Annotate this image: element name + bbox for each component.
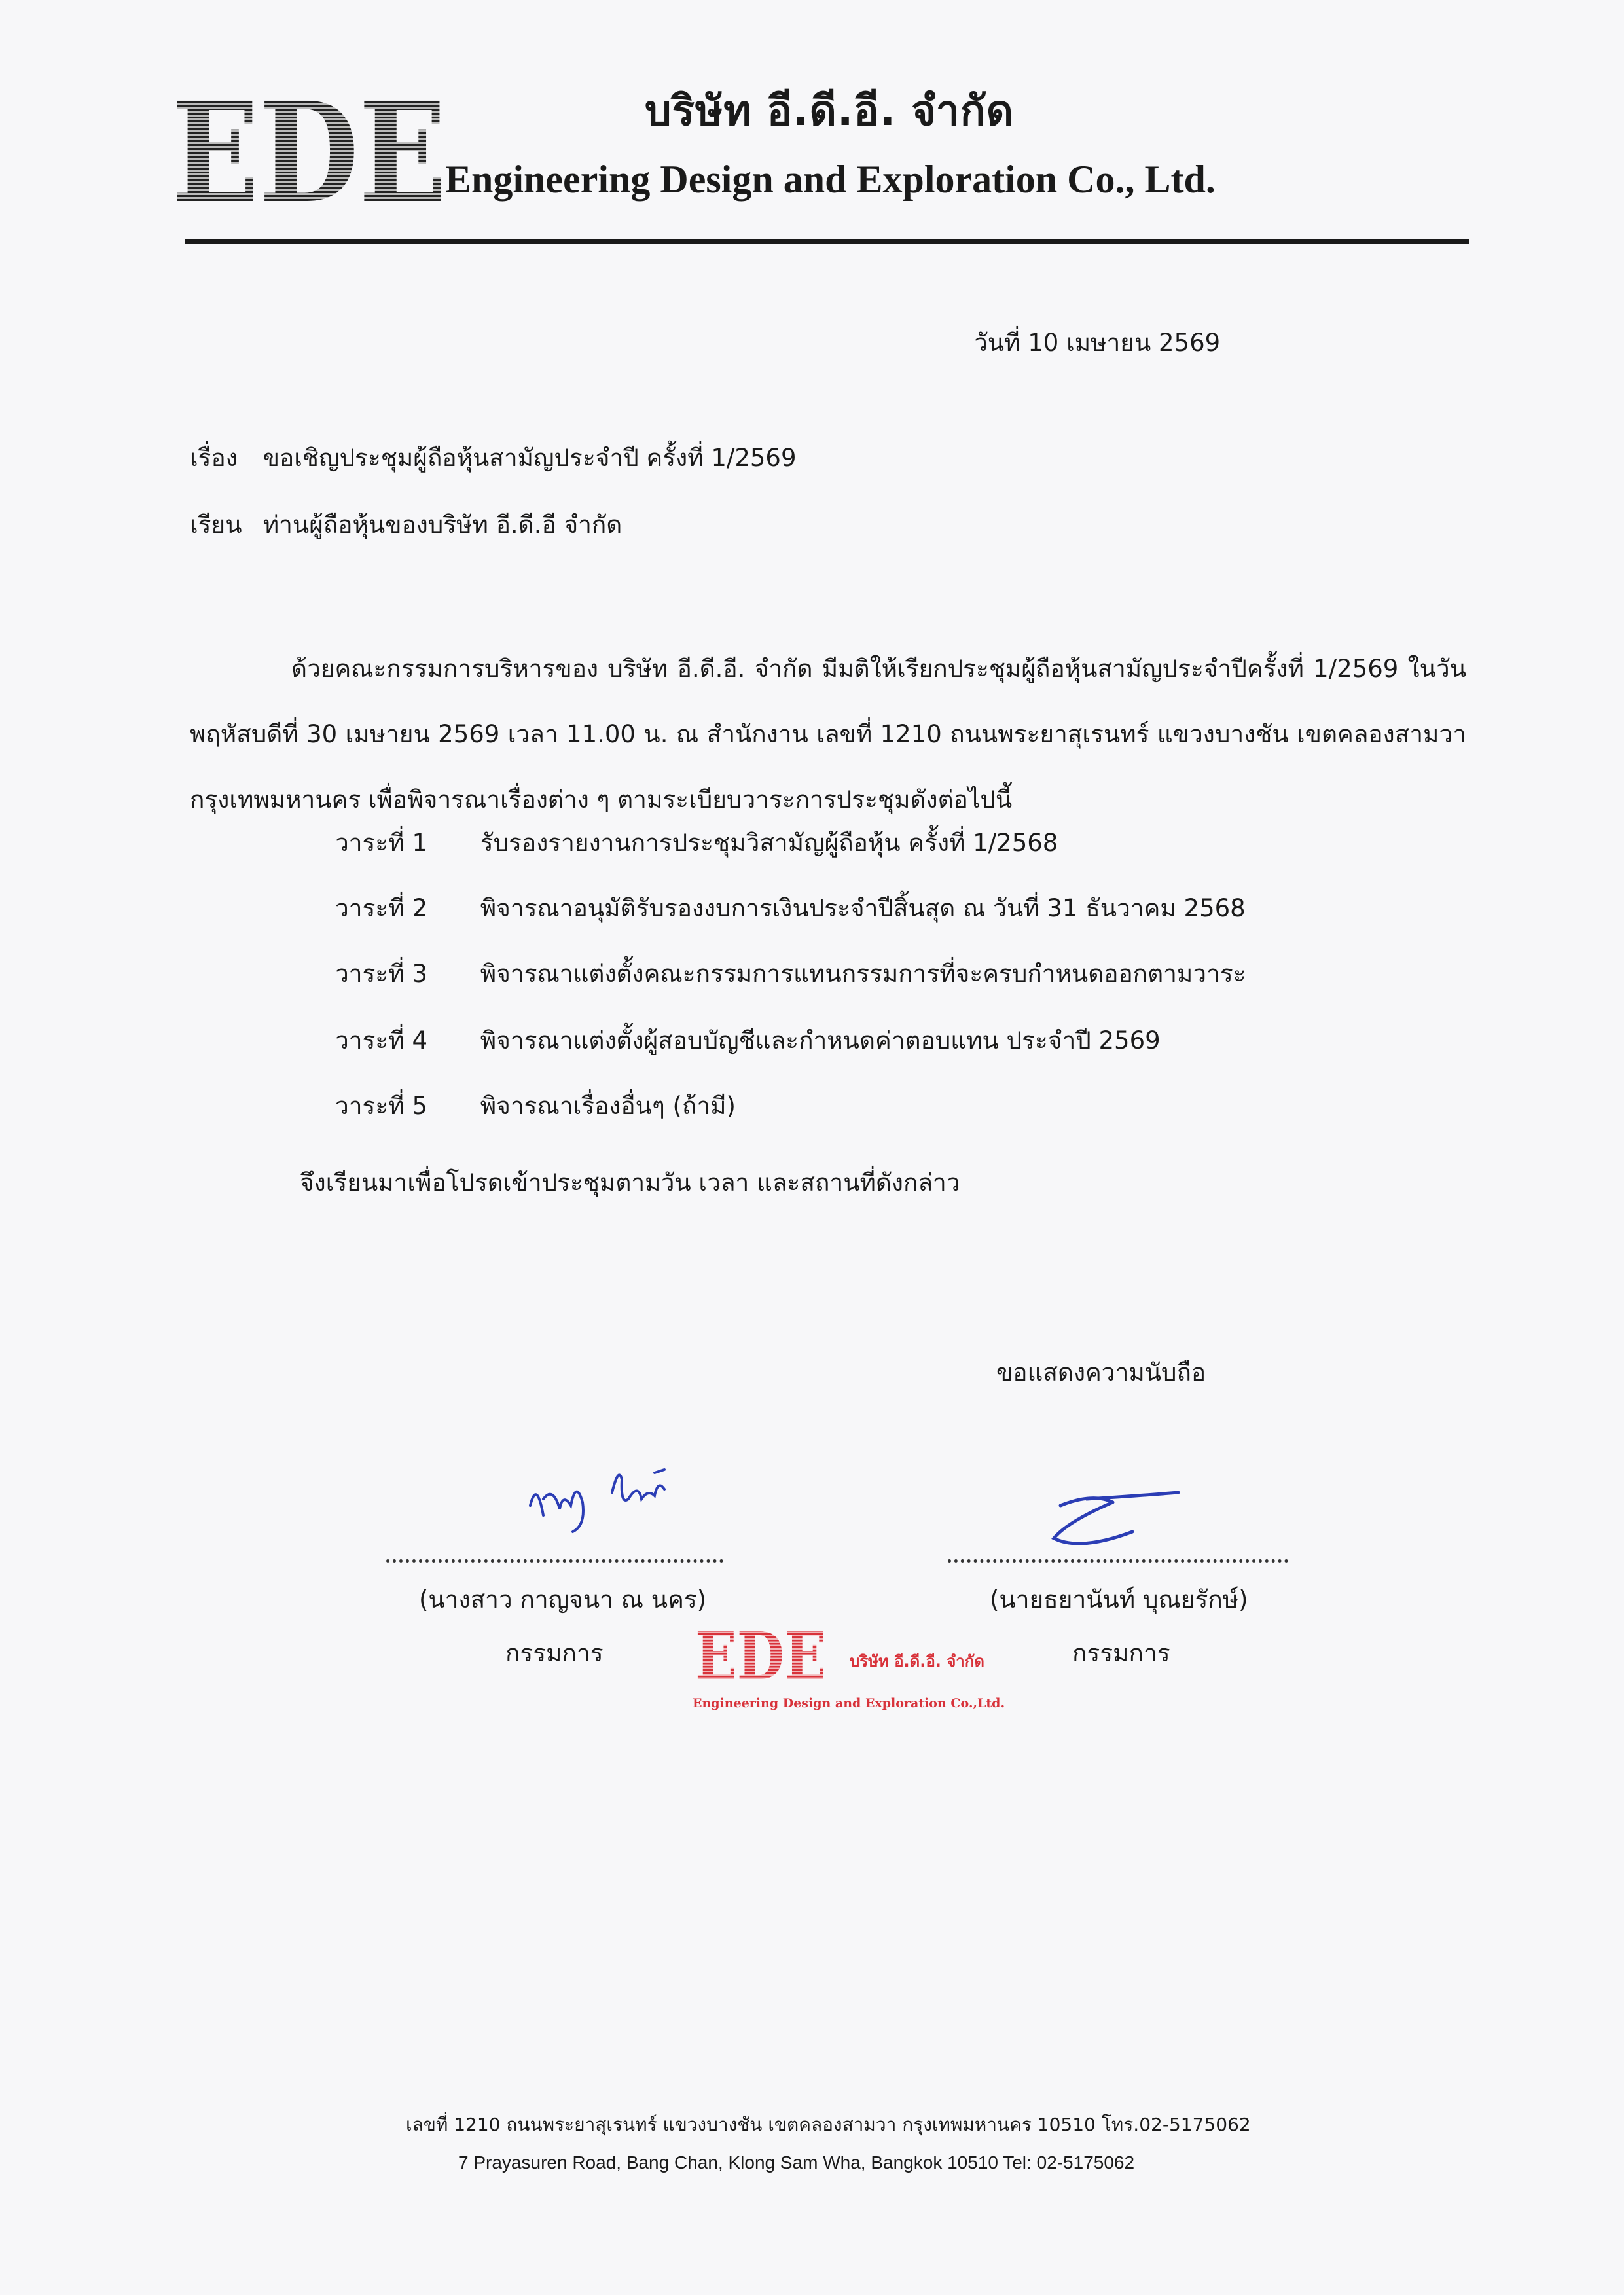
- intro-paragraph: [190, 636, 1466, 833]
- svg-text:Engineering Design and Explora: Engineering Design and Exploration Co.,Ltd.: [693, 1696, 1005, 1710]
- subject-row: [190, 444, 797, 473]
- svg-text:EDE: EDE: [171, 72, 446, 234]
- header-divider: [185, 239, 1469, 244]
- regards-text: ขอแสดงความนับถือ: [996, 1358, 1206, 1386]
- agenda-number: วาระที่ 1: [335, 829, 427, 857]
- agenda-text: พิจารณาเรื่องอื่นๆ (ถ้ามี): [480, 1092, 736, 1120]
- agenda-item: [335, 954, 1246, 993]
- recipient-row: [190, 511, 622, 539]
- signer-right-title: กรรมการ: [1072, 1639, 1170, 1667]
- agenda-number: วาระที่ 3: [335, 960, 427, 988]
- company-stamp: [693, 1617, 1034, 1722]
- signer-left-title: กรรมการ: [505, 1639, 604, 1667]
- company-name-thai: บริษัท อี.ดี.อี. จำกัด: [645, 87, 1015, 136]
- letter-date: วันที่ 10 เมษายน 2569: [974, 329, 1221, 357]
- subject-label: เรื่อง: [190, 444, 238, 472]
- svg-text:บริษัท อี.ดี.อี. จำกัด: บริษัท อี.ดี.อี. จำกัด: [850, 1652, 984, 1671]
- signature-line-left: [386, 1559, 723, 1563]
- company-logo: [171, 72, 446, 234]
- recipient-text: ท่านผู้ถือหุ้นของบริษัท อี.ดี.อี จำกัด: [262, 511, 623, 539]
- signature-left-image: [524, 1453, 694, 1538]
- footer-address-english: 7 Prayasuren Road, Bang Chan, Klong Sam Wha, Bangkok 10510 Tel: 02-5175062: [458, 2152, 1135, 2173]
- subject-text: ขอเชิญประชุมผู้ถือหุ้นสามัญประจำปี ครั้งที่ 1/2569: [262, 444, 797, 472]
- agenda-number: วาระที่ 5: [335, 1092, 427, 1120]
- agenda-item: [335, 823, 1058, 862]
- closing-text: จึงเรียนมาเพื่อโปรดเข้าประชุมตามวัน เวลา และสถานที่ดังกล่าว: [300, 1168, 960, 1197]
- footer-address-thai: เลขที่ 1210 ถนนพระยาสุเรนทร์ แขวงบางชัน เขตคลองสามวา กรุงเทพมหานคร 10510 โทร.02-5175062: [406, 2114, 1251, 2135]
- signature-right-image: [1041, 1486, 1185, 1558]
- signer-left-name: (นางสาว กาญจนา ณ นคร): [419, 1585, 707, 1614]
- intro-text: ด้วยคณะกรรมการบริหารของ บริษัท อี.ดี.อี. จำกัด มีมติให้เรียกประชุมผู้ถือหุ้นสามัญประจำปีครั้งที่ 1/2569 ในวันพฤหัสบดีที่ 30 เมษายน 2569 เวลา 11.00 น. ณ สำนักงาน เลขที่ 1210 ถนนพระยาสุเรนทร์ แขวงบางชัน เขตคลองสามวา กรุงเทพมหานคร เพื่อพิจารณาเรื่องต่าง ๆ ตามระเบียบวาระการประชุมดังต่อไปนี้: [190, 655, 1466, 814]
- agenda-text: พิจารณาแต่งตั้งคณะกรรมการแทนกรรมการที่จะครบกำหนดออกตามวาระ: [480, 960, 1246, 988]
- agenda-number: วาระที่ 2: [335, 894, 427, 922]
- agenda-text: รับรองรายงานการประชุมวิสามัญผู้ถือหุ้น ครั้งที่ 1/2568: [480, 829, 1058, 857]
- company-name-english: Engineering Design and Exploration Co., Ltd.: [445, 158, 1216, 201]
- agenda-text: พิจารณาอนุมัติรับรองงบการเงินประจำปีสิ้นสุด ณ วันที่ 31 ธันวาคม 2568: [480, 894, 1246, 922]
- agenda-item: [335, 889, 1246, 928]
- svg-text:EDE: EDE: [695, 1617, 826, 1695]
- recipient-label: เรียน: [190, 511, 242, 539]
- signature-line-right: [948, 1559, 1288, 1563]
- agenda-text: พิจารณาแต่งตั้งผู้สอบบัญชีและกำหนดค่าตอบแทน ประจำปี 2569: [480, 1026, 1161, 1055]
- agenda-item: [335, 1087, 736, 1125]
- agenda-number: วาระที่ 4: [335, 1026, 427, 1055]
- signer-right-name: (นายธยานันท์ บุณยรักษ์): [990, 1585, 1248, 1614]
- agenda-item: [335, 1021, 1161, 1060]
